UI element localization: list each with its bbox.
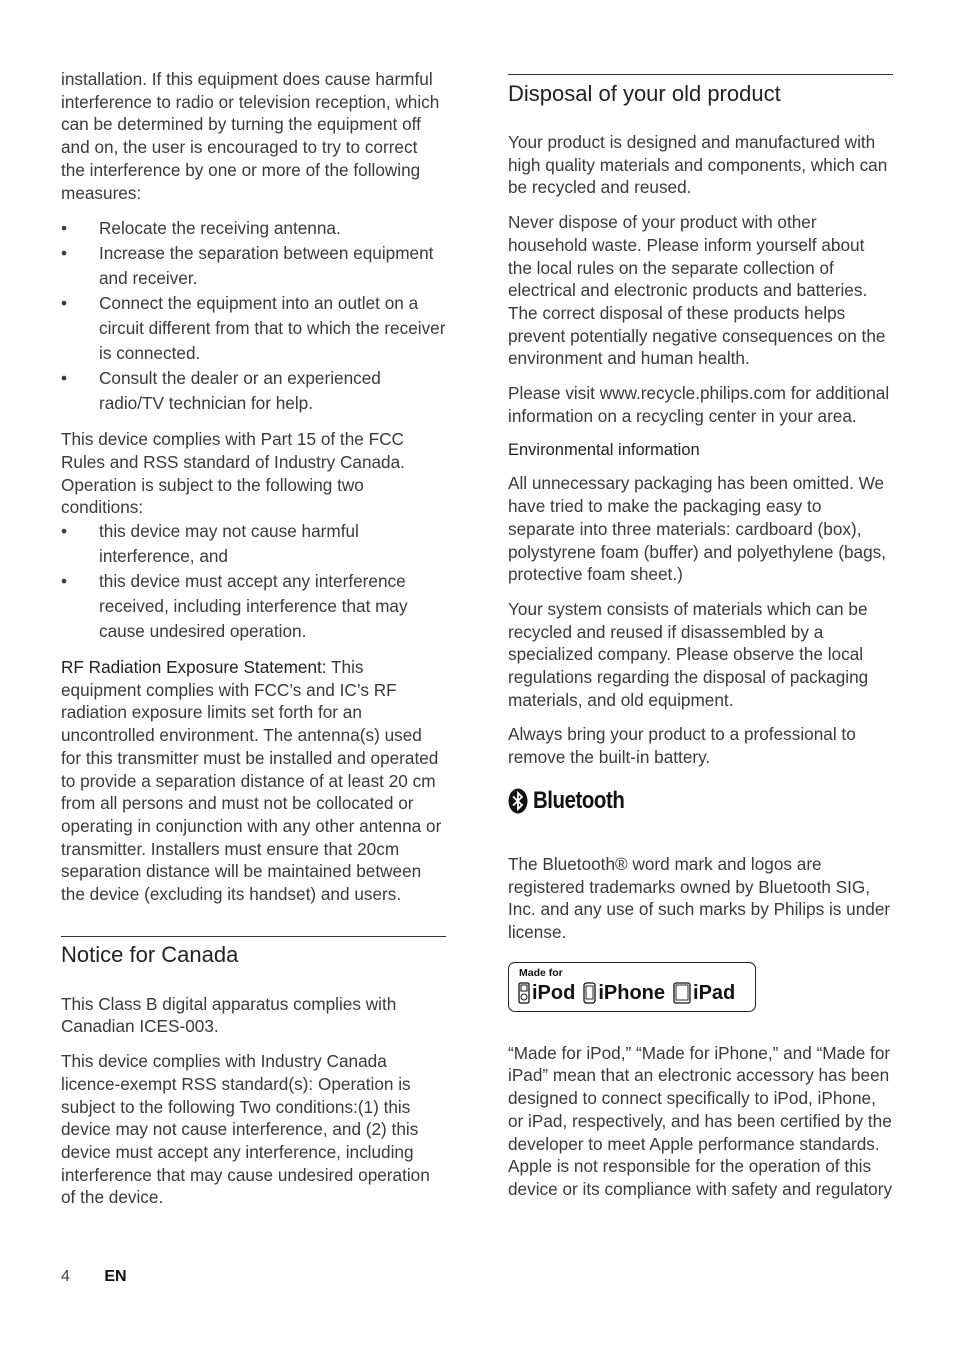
list-item: • this device must accept any interference received, including interference that may cause undesired operation. <box>61 571 408 642</box>
fcc-intro-paragraph: installation. If this equipment does cause harmful interference to radio or television reception, which can be determined by turning the equipment off and on, the user is encouraged to try to correct the interference by one or more of the following measures: <box>61 69 440 203</box>
section-divider <box>508 74 893 75</box>
bullet-icon: • <box>61 218 68 239</box>
bullet-icon: • <box>61 243 68 264</box>
rf-text: This equipment complies with FCC’s and IC’s RF radiation exposure limits set forth for an uncontrolled environment. The antenna(s) used for this transmitter must be installed and operated to provide a separation distance of at least 20 cm from all persons and must not be collocated or operating in conjunction with any other antenna or transmitter. Installers must ensure that 20cm separation distance will be maintained between the device (excluding its handset) and users. <box>61 657 442 905</box>
conditions-list <box>61 519 446 644</box>
environmental-paragraph-3: Always bring your product to a professional to remove the built-in battery. <box>508 724 856 768</box>
bullet-icon: • <box>61 521 68 542</box>
bullet-icon: • <box>61 571 68 592</box>
bluetooth-logo <box>508 783 893 819</box>
made-for-label: Made for <box>519 966 563 979</box>
disposal-heading: Disposal of your old product <box>508 81 781 106</box>
canada-paragraph-1: This Class B digital apparatus complies with Canadian ICES-003. <box>61 993 397 1037</box>
fcc-compliance-paragraph: This device complies with Part 15 of the FCC Rules and RSS standard of Industry Canada. Operation is subject to the following two conditions: <box>61 429 405 518</box>
rf-label: RF Radiation Exposure Statement: <box>61 657 327 678</box>
bluetooth-icon <box>508 788 528 814</box>
mfi-ipad: iPad <box>673 982 735 1005</box>
apple-disclaimer-paragraph: “Made for iPod,” “Made for iPhone,” and “Made for iPad” mean that an electronic accessory has been designed to connect specifically to iPod, iPhone, or iPad, respectively, and has been certified by the developer to meet Apple performance standards. Apple is not responsible for the operation of this device or its compliance with safety and regulatory <box>508 1042 893 1199</box>
list-item: • Relocate the receiving antenna. <box>61 216 446 241</box>
disposal-paragraph-3: Please visit www.recycle.philips.com for additional information on a recycling center in your area. <box>508 383 890 426</box>
left-column <box>61 68 446 1221</box>
mfi-iphone: iPhone <box>583 982 665 1005</box>
bluetooth-wordmark: Bluetooth <box>533 786 625 814</box>
bullet-icon: • <box>61 293 68 314</box>
bullet-icon: • <box>61 368 68 389</box>
environmental-paragraph-1: All unnecessary packaging has been omitted. We have tried to make the packaging easy to separate into three materials: cardboard (box), polystyrene foam (buffer) and polyethylene (bags, protective foam sheet.) <box>508 473 887 585</box>
made-for-apple-badge <box>508 962 756 1012</box>
measures-list <box>61 216 446 416</box>
page-footer <box>61 1268 127 1286</box>
list-item: • Connect the equipment into an outlet on a circuit different from that to which the receiver is connected. <box>61 293 446 364</box>
ipad-icon <box>673 982 691 1004</box>
rf-exposure-paragraph <box>61 656 446 906</box>
page-number: 4 <box>61 1268 70 1285</box>
section-divider <box>61 936 446 937</box>
language-code: EN <box>104 1268 127 1285</box>
list-item: • Consult the dealer or an experienced radio/TV technician for help. <box>61 368 381 414</box>
canada-paragraph-2: This device complies with Industry Canada licence-exempt RSS standard(s): Operation is subject to the following Two conditions:(1) this device may not cause interference, and (2) this device must accept any interference, including interference that may cause undesired operation of the device. <box>61 1051 430 1208</box>
right-column <box>508 74 893 1213</box>
ipod-icon <box>518 982 530 1004</box>
disposal-paragraph-2: Never dispose of your product with other household waste. Please inform yourself about the local rules on the separate collection of electrical and electronic products and batteries. The correct disposal of these products helps prevent potentially negative consequences on the environment and human health. <box>508 212 886 369</box>
list-item: • this device may not cause harmful interference, and <box>61 521 359 567</box>
canada-heading: Notice for Canada <box>61 941 239 967</box>
mfi-ipod: iPod <box>518 982 575 1005</box>
bluetooth-paragraph: The Bluetooth® word mark and logos are registered trademarks owned by Bluetooth SIG, Inc. and any use of such marks by Philips is under license. <box>508 853 891 942</box>
disposal-paragraph-1: Your product is designed and manufactured with high quality materials and components, which can be recycled and reused. <box>508 132 888 198</box>
iphone-icon <box>583 982 596 1004</box>
environmental-paragraph-2: Your system consists of materials which can be recycled and reused if disassembled by a specialized company. Please observe the local regulations regarding the disposal of packaging materials, and old equipment. <box>508 598 869 710</box>
environmental-heading: Environmental information <box>508 441 700 460</box>
list-item: • Increase the separation between equipment and receiver. <box>61 243 434 289</box>
